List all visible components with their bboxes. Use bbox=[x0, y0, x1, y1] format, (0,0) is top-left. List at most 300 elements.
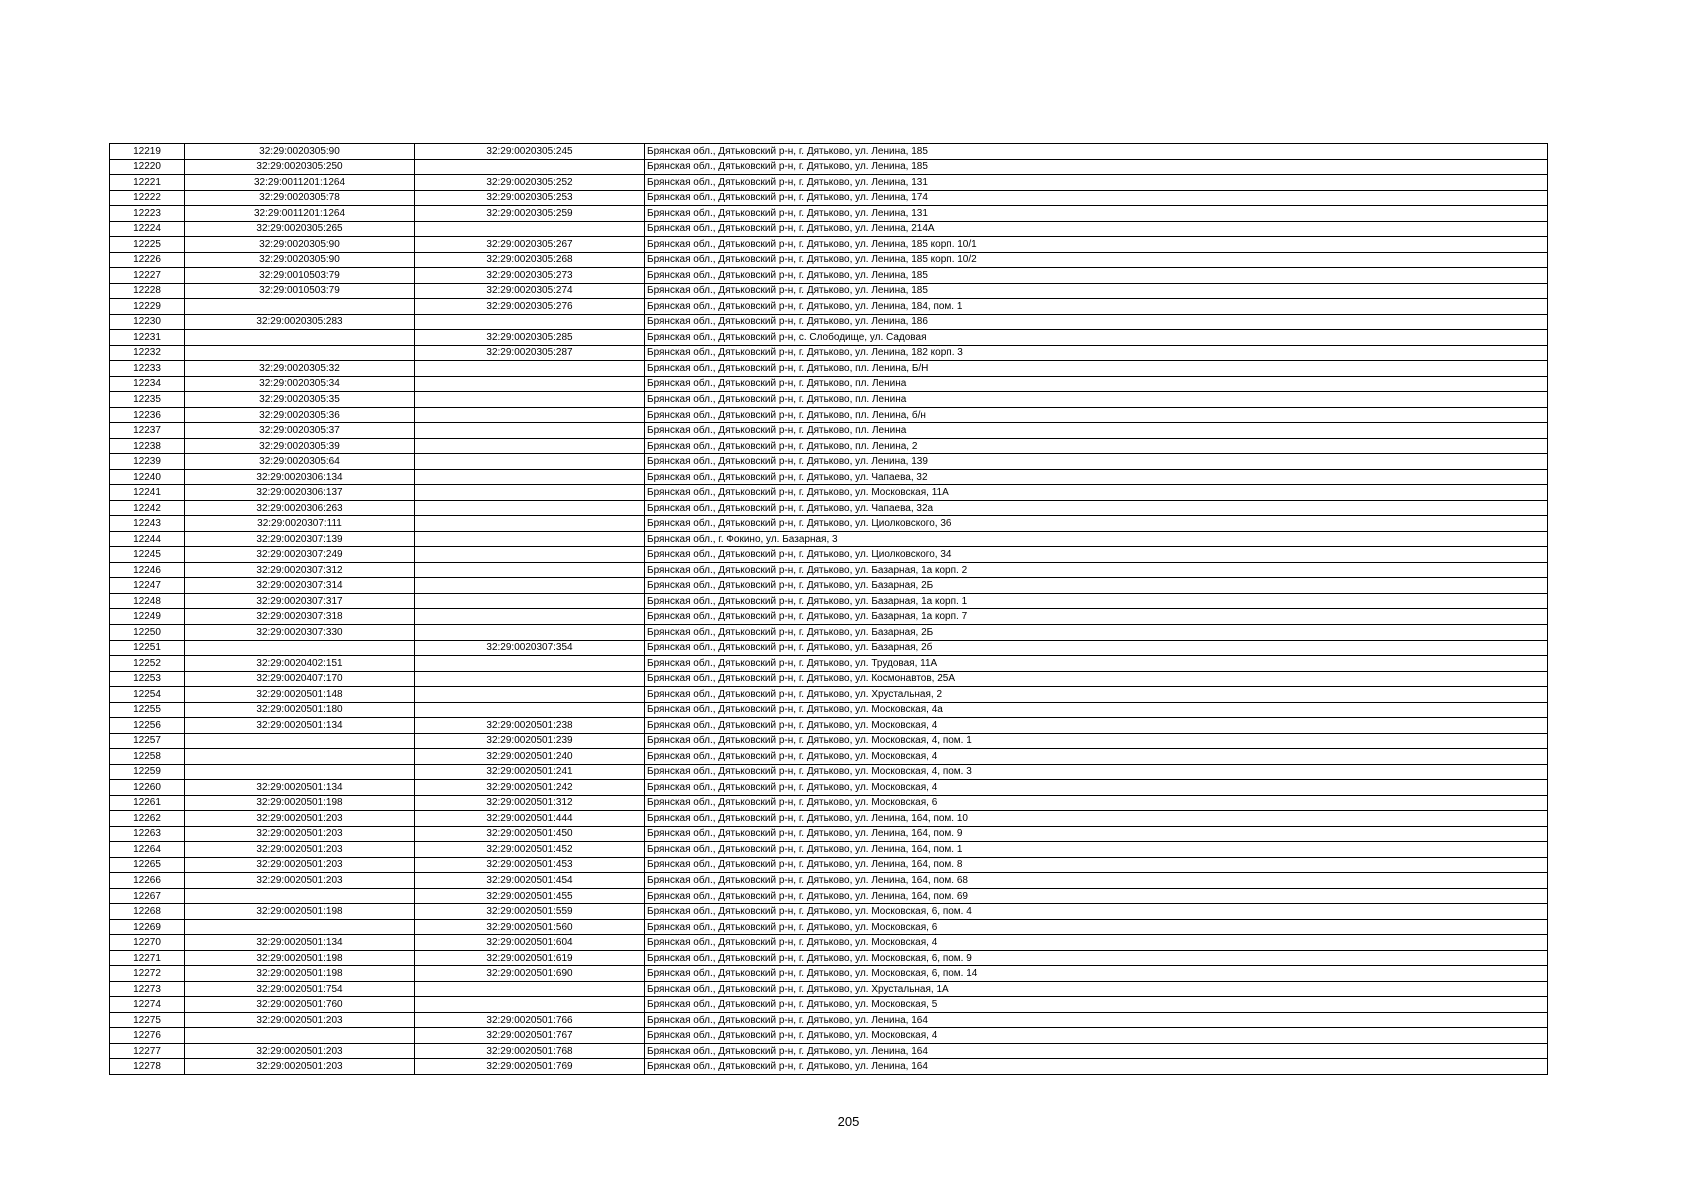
record-number-cell: 12278 bbox=[110, 1059, 185, 1075]
record-number-cell: 12265 bbox=[110, 857, 185, 873]
record-number-cell: 12238 bbox=[110, 438, 185, 454]
linked-cadastral-number-cell: 32:29:0020501:766 bbox=[415, 1012, 645, 1028]
record-number-cell: 12242 bbox=[110, 500, 185, 516]
cadastral-number-cell bbox=[185, 345, 415, 361]
address-cell: Брянская обл., Дятьковский р-н, г. Дятьково, ул. Ленина, 164, пом. 10 bbox=[645, 811, 1548, 827]
table-row bbox=[110, 795, 1548, 811]
registry-table bbox=[109, 143, 1548, 1075]
linked-cadastral-number-cell bbox=[415, 609, 645, 625]
record-number-cell: 12246 bbox=[110, 562, 185, 578]
table-row bbox=[110, 175, 1548, 191]
cadastral-number-cell bbox=[185, 299, 415, 315]
cadastral-number-cell bbox=[185, 764, 415, 780]
address-cell: Брянская обл., Дятьковский р-н, г. Дятьково, ул. Ленина, 164, пом. 8 bbox=[645, 857, 1548, 873]
table-row bbox=[110, 1028, 1548, 1044]
linked-cadastral-number-cell: 32:29:0020501:455 bbox=[415, 888, 645, 904]
table-row bbox=[110, 407, 1548, 423]
table-row bbox=[110, 221, 1548, 237]
record-number-cell: 12233 bbox=[110, 361, 185, 377]
address-cell: Брянская обл., Дятьковский р-н, г. Дятьково, ул. Московская, 4 bbox=[645, 1028, 1548, 1044]
cadastral-number-cell: 32:29:0020501:203 bbox=[185, 1059, 415, 1075]
table-row bbox=[110, 252, 1548, 268]
record-number-cell: 12269 bbox=[110, 919, 185, 935]
address-cell: Брянская обл., Дятьковский р-н, г. Дятьково, ул. Ленина, 164, пом. 9 bbox=[645, 826, 1548, 842]
address-cell: Брянская обл., Дятьковский р-н, г. Дятьково, ул. Циолковского, 36 bbox=[645, 516, 1548, 532]
cadastral-number-cell: 32:29:0011201:1264 bbox=[185, 175, 415, 191]
cadastral-number-cell: 32:29:0020501:198 bbox=[185, 950, 415, 966]
record-number-cell: 12252 bbox=[110, 656, 185, 672]
cadastral-number-cell: 32:29:0020305:283 bbox=[185, 314, 415, 330]
linked-cadastral-number-cell bbox=[415, 702, 645, 718]
table-row bbox=[110, 935, 1548, 951]
record-number-cell: 12273 bbox=[110, 981, 185, 997]
table-row bbox=[110, 516, 1548, 532]
record-number-cell: 12228 bbox=[110, 283, 185, 299]
record-number-cell: 12227 bbox=[110, 268, 185, 284]
table-row bbox=[110, 981, 1548, 997]
cadastral-number-cell: 32:29:0020305:265 bbox=[185, 221, 415, 237]
table-row bbox=[110, 1012, 1548, 1028]
linked-cadastral-number-cell bbox=[415, 423, 645, 439]
cadastral-number-cell: 32:29:0020307:318 bbox=[185, 609, 415, 625]
record-number-cell: 12244 bbox=[110, 531, 185, 547]
record-number-cell: 12262 bbox=[110, 811, 185, 827]
linked-cadastral-number-cell bbox=[415, 438, 645, 454]
record-number-cell: 12272 bbox=[110, 966, 185, 982]
address-cell: Брянская обл., Дятьковский р-н, г. Дятьково, ул. Чапаева, 32 bbox=[645, 469, 1548, 485]
table-row bbox=[110, 624, 1548, 640]
linked-cadastral-number-cell: 32:29:0020501:619 bbox=[415, 950, 645, 966]
address-cell: Брянская обл., Дятьковский р-н, г. Дятьково, ул. Ленина, 185 корп. 10/2 bbox=[645, 252, 1548, 268]
table-row bbox=[110, 1059, 1548, 1075]
cadastral-number-cell: 32:29:0020305:78 bbox=[185, 190, 415, 206]
linked-cadastral-number-cell: 32:29:0020501:767 bbox=[415, 1028, 645, 1044]
record-number-cell: 12232 bbox=[110, 345, 185, 361]
linked-cadastral-number-cell: 32:29:0020305:267 bbox=[415, 237, 645, 253]
table-row bbox=[110, 919, 1548, 935]
cadastral-number-cell: 32:29:0020501:134 bbox=[185, 935, 415, 951]
linked-cadastral-number-cell: 32:29:0020305:276 bbox=[415, 299, 645, 315]
linked-cadastral-number-cell: 32:29:0020501:559 bbox=[415, 904, 645, 920]
address-cell: Брянская обл., Дятьковский р-н, г. Дятьково, ул. Ленина, 185 bbox=[645, 283, 1548, 299]
table-row bbox=[110, 469, 1548, 485]
record-number-cell: 12260 bbox=[110, 780, 185, 796]
cadastral-number-cell: 32:29:0020305:90 bbox=[185, 237, 415, 253]
linked-cadastral-number-cell: 32:29:0020307:354 bbox=[415, 640, 645, 656]
linked-cadastral-number-cell: 32:29:0020501:444 bbox=[415, 811, 645, 827]
cadastral-number-cell: 32:29:0020501:203 bbox=[185, 873, 415, 889]
table-row bbox=[110, 547, 1548, 563]
address-cell: Брянская обл., Дятьковский р-н, г. Дятьково, ул. Ленина, 139 bbox=[645, 454, 1548, 470]
linked-cadastral-number-cell: 32:29:0020501:690 bbox=[415, 966, 645, 982]
cadastral-number-cell bbox=[185, 733, 415, 749]
address-cell: Брянская обл., Дятьковский р-н, г. Дятьково, пл. Ленина bbox=[645, 423, 1548, 439]
table-row bbox=[110, 609, 1548, 625]
record-number-cell: 12243 bbox=[110, 516, 185, 532]
cadastral-number-cell: 32:29:0020501:760 bbox=[185, 997, 415, 1013]
linked-cadastral-number-cell: 32:29:0020305:274 bbox=[415, 283, 645, 299]
linked-cadastral-number-cell: 32:29:0020501:560 bbox=[415, 919, 645, 935]
cadastral-number-cell: 32:29:0020501:754 bbox=[185, 981, 415, 997]
linked-cadastral-number-cell bbox=[415, 361, 645, 377]
record-number-cell: 12239 bbox=[110, 454, 185, 470]
linked-cadastral-number-cell: 32:29:0020501:769 bbox=[415, 1059, 645, 1075]
table-row bbox=[110, 966, 1548, 982]
address-cell: Брянская обл., Дятьковский р-н, г. Дятьково, ул. Ленина, 185 bbox=[645, 144, 1548, 160]
record-number-cell: 12240 bbox=[110, 469, 185, 485]
record-number-cell: 12236 bbox=[110, 407, 185, 423]
record-number-cell: 12266 bbox=[110, 873, 185, 889]
record-number-cell: 12234 bbox=[110, 376, 185, 392]
address-cell: Брянская обл., Дятьковский р-н, г. Дятьково, ул. Базарная, 1а корп. 2 bbox=[645, 562, 1548, 578]
cadastral-number-cell: 32:29:0020306:134 bbox=[185, 469, 415, 485]
address-cell: Брянская обл., Дятьковский р-н, г. Дятьково, ул. Московская, 6, пом. 4 bbox=[645, 904, 1548, 920]
table-row bbox=[110, 811, 1548, 827]
cadastral-number-cell: 32:29:0020501:203 bbox=[185, 811, 415, 827]
table-row bbox=[110, 299, 1548, 315]
record-number-cell: 12263 bbox=[110, 826, 185, 842]
record-number-cell: 12250 bbox=[110, 624, 185, 640]
address-cell: Брянская обл., Дятьковский р-н, г. Дятьково, ул. Московская, 4 bbox=[645, 749, 1548, 765]
linked-cadastral-number-cell: 32:29:0020501:454 bbox=[415, 873, 645, 889]
address-cell: Брянская обл., Дятьковский р-н, г. Дятьково, ул. Ленина, 164, пом. 68 bbox=[645, 873, 1548, 889]
table-row bbox=[110, 733, 1548, 749]
table-row bbox=[110, 206, 1548, 222]
cadastral-number-cell: 32:29:0020501:203 bbox=[185, 1012, 415, 1028]
cadastral-number-cell: 32:29:0020307:330 bbox=[185, 624, 415, 640]
linked-cadastral-number-cell: 32:29:0020501:240 bbox=[415, 749, 645, 765]
linked-cadastral-number-cell bbox=[415, 376, 645, 392]
linked-cadastral-number-cell bbox=[415, 562, 645, 578]
table-row bbox=[110, 593, 1548, 609]
cadastral-number-cell: 32:29:0020305:64 bbox=[185, 454, 415, 470]
cadastral-number-cell: 32:29:0020305:250 bbox=[185, 159, 415, 175]
linked-cadastral-number-cell bbox=[415, 221, 645, 237]
address-cell: Брянская обл., Дятьковский р-н, г. Дятьково, ул. Московская, 4 bbox=[645, 718, 1548, 734]
table-row bbox=[110, 764, 1548, 780]
cadastral-number-cell: 32:29:0020501:203 bbox=[185, 842, 415, 858]
table-row bbox=[110, 159, 1548, 175]
linked-cadastral-number-cell bbox=[415, 454, 645, 470]
table-row bbox=[110, 361, 1548, 377]
cadastral-number-cell: 32:29:0020305:39 bbox=[185, 438, 415, 454]
linked-cadastral-number-cell: 32:29:0020501:312 bbox=[415, 795, 645, 811]
table-row bbox=[110, 578, 1548, 594]
cadastral-number-cell bbox=[185, 888, 415, 904]
record-number-cell: 12231 bbox=[110, 330, 185, 346]
record-number-cell: 12221 bbox=[110, 175, 185, 191]
cadastral-number-cell: 32:29:0020402:151 bbox=[185, 656, 415, 672]
record-number-cell: 12277 bbox=[110, 1043, 185, 1059]
address-cell: Брянская обл., Дятьковский р-н, г. Дятьково, пл. Ленина bbox=[645, 376, 1548, 392]
address-cell: Брянская обл., Дятьковский р-н, г. Дятьково, ул. Ленина, 164, пом. 69 bbox=[645, 888, 1548, 904]
cadastral-number-cell: 32:29:0020501:198 bbox=[185, 966, 415, 982]
table-row bbox=[110, 283, 1548, 299]
linked-cadastral-number-cell: 32:29:0020501:241 bbox=[415, 764, 645, 780]
address-cell: Брянская обл., Дятьковский р-н, г. Дятьково, ул. Хрустальная, 2 bbox=[645, 687, 1548, 703]
record-number-cell: 12224 bbox=[110, 221, 185, 237]
address-cell: Брянская обл., Дятьковский р-н, г. Дятьково, пл. Ленина, Б/Н bbox=[645, 361, 1548, 377]
record-number-cell: 12229 bbox=[110, 299, 185, 315]
linked-cadastral-number-cell: 32:29:0020305:259 bbox=[415, 206, 645, 222]
record-number-cell: 12247 bbox=[110, 578, 185, 594]
cadastral-number-cell: 32:29:0020307:312 bbox=[185, 562, 415, 578]
address-cell: Брянская обл., Дятьковский р-н, г. Дятьково, ул. Чапаева, 32а bbox=[645, 500, 1548, 516]
cadastral-number-cell: 32:29:0020305:34 bbox=[185, 376, 415, 392]
table-row bbox=[110, 562, 1548, 578]
table-row bbox=[110, 438, 1548, 454]
linked-cadastral-number-cell bbox=[415, 981, 645, 997]
address-cell: Брянская обл., Дятьковский р-н, г. Дятьково, ул. Ленина, 184, пом. 1 bbox=[645, 299, 1548, 315]
record-number-cell: 12271 bbox=[110, 950, 185, 966]
linked-cadastral-number-cell bbox=[415, 314, 645, 330]
record-number-cell: 12241 bbox=[110, 485, 185, 501]
linked-cadastral-number-cell: 32:29:0020501:242 bbox=[415, 780, 645, 796]
record-number-cell: 12249 bbox=[110, 609, 185, 625]
table-row bbox=[110, 749, 1548, 765]
linked-cadastral-number-cell bbox=[415, 407, 645, 423]
address-cell: Брянская обл., Дятьковский р-н, г. Дятьково, ул. Базарная, 1а корп. 7 bbox=[645, 609, 1548, 625]
address-cell: Брянская обл., Дятьковский р-н, г. Дятьково, ул. Московская, 5 bbox=[645, 997, 1548, 1013]
linked-cadastral-number-cell: 32:29:0020305:273 bbox=[415, 268, 645, 284]
cadastral-number-cell: 32:29:0020306:263 bbox=[185, 500, 415, 516]
linked-cadastral-number-cell: 32:29:0020305:268 bbox=[415, 252, 645, 268]
record-number-cell: 12223 bbox=[110, 206, 185, 222]
linked-cadastral-number-cell bbox=[415, 531, 645, 547]
cadastral-number-cell: 32:29:0020501:180 bbox=[185, 702, 415, 718]
address-cell: Брянская обл., Дятьковский р-н, г. Дятьково, ул. Базарная, 1а корп. 1 bbox=[645, 593, 1548, 609]
cadastral-number-cell: 32:29:0020305:37 bbox=[185, 423, 415, 439]
address-cell: Брянская обл., Дятьковский р-н, г. Дятьково, ул. Ленина, 164 bbox=[645, 1043, 1548, 1059]
address-cell: Брянская обл., Дятьковский р-н, г. Дятьково, ул. Московская, 4 bbox=[645, 935, 1548, 951]
address-cell: Брянская обл., Дятьковский р-н, с. Слободище, ул. Садовая bbox=[645, 330, 1548, 346]
cadastral-number-cell: 32:29:0020305:35 bbox=[185, 392, 415, 408]
cadastral-number-cell: 32:29:0020501:148 bbox=[185, 687, 415, 703]
cadastral-number-cell bbox=[185, 919, 415, 935]
cadastral-number-cell: 32:29:0020501:198 bbox=[185, 795, 415, 811]
table-row bbox=[110, 392, 1548, 408]
table-row bbox=[110, 888, 1548, 904]
cadastral-number-cell: 32:29:0020305:90 bbox=[185, 252, 415, 268]
table-row bbox=[110, 640, 1548, 656]
table-row bbox=[110, 314, 1548, 330]
table-row bbox=[110, 268, 1548, 284]
table-row bbox=[110, 997, 1548, 1013]
cadastral-number-cell: 32:29:0020305:36 bbox=[185, 407, 415, 423]
address-cell: Брянская обл., Дятьковский р-н, г. Дятьково, ул. Ленина, 214А bbox=[645, 221, 1548, 237]
record-number-cell: 12259 bbox=[110, 764, 185, 780]
address-cell: Брянская обл., Дятьковский р-н, г. Дятьково, ул. Московская, 11А bbox=[645, 485, 1548, 501]
address-cell: Брянская обл., Дятьковский р-н, г. Дятьково, ул. Ленина, 164 bbox=[645, 1012, 1548, 1028]
table-row bbox=[110, 904, 1548, 920]
record-number-cell: 12256 bbox=[110, 718, 185, 734]
linked-cadastral-number-cell: 32:29:0020501:768 bbox=[415, 1043, 645, 1059]
linked-cadastral-number-cell bbox=[415, 624, 645, 640]
linked-cadastral-number-cell: 32:29:0020501:604 bbox=[415, 935, 645, 951]
address-cell: Брянская обл., Дятьковский р-н, г. Дятьково, ул. Базарная, 2Б bbox=[645, 624, 1548, 640]
record-number-cell: 12275 bbox=[110, 1012, 185, 1028]
address-cell: Брянская обл., Дятьковский р-н, г. Дятьково, ул. Циолковского, 34 bbox=[645, 547, 1548, 563]
record-number-cell: 12245 bbox=[110, 547, 185, 563]
record-number-cell: 12261 bbox=[110, 795, 185, 811]
address-cell: Брянская обл., Дятьковский р-н, г. Дятьково, ул. Ленина, 164, пом. 1 bbox=[645, 842, 1548, 858]
table-row bbox=[110, 376, 1548, 392]
record-number-cell: 12219 bbox=[110, 144, 185, 160]
address-cell: Брянская обл., Дятьковский р-н, г. Дятьково, ул. Московская, 6 bbox=[645, 919, 1548, 935]
address-cell: Брянская обл., Дятьковский р-н, г. Дятьково, ул. Ленина, 185 bbox=[645, 159, 1548, 175]
cadastral-number-cell: 32:29:0011201:1264 bbox=[185, 206, 415, 222]
record-number-cell: 12267 bbox=[110, 888, 185, 904]
cadastral-number-cell bbox=[185, 749, 415, 765]
linked-cadastral-number-cell: 32:29:0020305:252 bbox=[415, 175, 645, 191]
cadastral-number-cell: 32:29:0010503:79 bbox=[185, 283, 415, 299]
linked-cadastral-number-cell bbox=[415, 469, 645, 485]
record-number-cell: 12220 bbox=[110, 159, 185, 175]
cadastral-number-cell bbox=[185, 640, 415, 656]
address-cell: Брянская обл., Дятьковский р-н, г. Дятьково, ул. Московская, 4, пом. 1 bbox=[645, 733, 1548, 749]
page-number: 205 bbox=[837, 1114, 860, 1129]
record-number-cell: 12237 bbox=[110, 423, 185, 439]
linked-cadastral-number-cell: 32:29:0020501:452 bbox=[415, 842, 645, 858]
address-cell: Брянская обл., Дятьковский р-н, г. Дятьково, ул. Московская, 6 bbox=[645, 795, 1548, 811]
table-row bbox=[110, 454, 1548, 470]
cadastral-number-cell: 32:29:0010503:79 bbox=[185, 268, 415, 284]
record-number-cell: 12226 bbox=[110, 252, 185, 268]
linked-cadastral-number-cell bbox=[415, 997, 645, 1013]
cadastral-number-cell: 32:29:0020307:249 bbox=[185, 547, 415, 563]
record-number-cell: 12258 bbox=[110, 749, 185, 765]
linked-cadastral-number-cell: 32:29:0020501:239 bbox=[415, 733, 645, 749]
record-number-cell: 12235 bbox=[110, 392, 185, 408]
table-row bbox=[110, 702, 1548, 718]
address-cell: Брянская обл., Дятьковский р-н, г. Дятьково, ул. Ленина, 164 bbox=[645, 1059, 1548, 1075]
cadastral-number-cell: 32:29:0020501:198 bbox=[185, 904, 415, 920]
address-cell: Брянская обл., Дятьковский р-н, г. Дятьково, ул. Московская, 6, пом. 9 bbox=[645, 950, 1548, 966]
record-number-cell: 12264 bbox=[110, 842, 185, 858]
address-cell: Брянская обл., г. Фокино, ул. Базарная, 3 bbox=[645, 531, 1548, 547]
table-row bbox=[110, 485, 1548, 501]
cadastral-number-cell: 32:29:0020305:90 bbox=[185, 144, 415, 160]
address-cell: Брянская обл., Дятьковский р-н, г. Дятьково, ул. Московская, 6, пом. 14 bbox=[645, 966, 1548, 982]
address-cell: Брянская обл., Дятьковский р-н, г. Дятьково, ул. Московская, 4 bbox=[645, 780, 1548, 796]
record-number-cell: 12222 bbox=[110, 190, 185, 206]
linked-cadastral-number-cell bbox=[415, 593, 645, 609]
address-cell: Брянская обл., Дятьковский р-н, г. Дятьково, пл. Ленина, б/н bbox=[645, 407, 1548, 423]
address-cell: Брянская обл., Дятьковский р-н, г. Дятьково, ул. Ленина, 174 bbox=[645, 190, 1548, 206]
linked-cadastral-number-cell bbox=[415, 687, 645, 703]
linked-cadastral-number-cell bbox=[415, 516, 645, 532]
linked-cadastral-number-cell: 32:29:0020501:238 bbox=[415, 718, 645, 734]
cadastral-number-cell: 32:29:0020307:317 bbox=[185, 593, 415, 609]
record-number-cell: 12251 bbox=[110, 640, 185, 656]
table-row bbox=[110, 1043, 1548, 1059]
record-number-cell: 12255 bbox=[110, 702, 185, 718]
record-number-cell: 12225 bbox=[110, 237, 185, 253]
record-number-cell: 12268 bbox=[110, 904, 185, 920]
address-cell: Брянская обл., Дятьковский р-н, г. Дятьково, ул. Ленина, 182 корп. 3 bbox=[645, 345, 1548, 361]
cadastral-number-cell bbox=[185, 1028, 415, 1044]
address-cell: Брянская обл., Дятьковский р-н, г. Дятьково, ул. Хрустальная, 1А bbox=[645, 981, 1548, 997]
linked-cadastral-number-cell bbox=[415, 671, 645, 687]
table-row bbox=[110, 950, 1548, 966]
cadastral-number-cell: 32:29:0020307:139 bbox=[185, 531, 415, 547]
table-row bbox=[110, 345, 1548, 361]
address-cell: Брянская обл., Дятьковский р-н, г. Дятьково, ул. Ленина, 186 bbox=[645, 314, 1548, 330]
record-number-cell: 12274 bbox=[110, 997, 185, 1013]
cadastral-number-cell: 32:29:0020307:111 bbox=[185, 516, 415, 532]
linked-cadastral-number-cell bbox=[415, 578, 645, 594]
cadastral-number-cell: 32:29:0020307:314 bbox=[185, 578, 415, 594]
linked-cadastral-number-cell: 32:29:0020305:285 bbox=[415, 330, 645, 346]
cadastral-number-cell: 32:29:0020501:203 bbox=[185, 1043, 415, 1059]
table-row bbox=[110, 237, 1548, 253]
table-row bbox=[110, 144, 1548, 160]
cadastral-number-cell: 32:29:0020501:134 bbox=[185, 780, 415, 796]
address-cell: Брянская обл., Дятьковский р-н, г. Дятьково, ул. Ленина, 131 bbox=[645, 206, 1548, 222]
cadastral-number-cell: 32:29:0020501:203 bbox=[185, 857, 415, 873]
table-row bbox=[110, 826, 1548, 842]
record-number-cell: 12270 bbox=[110, 935, 185, 951]
address-cell: Брянская обл., Дятьковский р-н, г. Дятьково, ул. Ленина, 131 bbox=[645, 175, 1548, 191]
table-row bbox=[110, 780, 1548, 796]
address-cell: Брянская обл., Дятьковский р-н, г. Дятьково, пл. Ленина bbox=[645, 392, 1548, 408]
linked-cadastral-number-cell: 32:29:0020305:287 bbox=[415, 345, 645, 361]
linked-cadastral-number-cell bbox=[415, 392, 645, 408]
address-cell: Брянская обл., Дятьковский р-н, г. Дятьково, пл. Ленина, 2 bbox=[645, 438, 1548, 454]
address-cell: Брянская обл., Дятьковский р-н, г. Дятьково, ул. Ленина, 185 bbox=[645, 268, 1548, 284]
table-row bbox=[110, 687, 1548, 703]
cadastral-number-cell: 32:29:0020501:203 bbox=[185, 826, 415, 842]
address-cell: Брянская обл., Дятьковский р-н, г. Дятьково, ул. Ленина, 185 корп. 10/1 bbox=[645, 237, 1548, 253]
linked-cadastral-number-cell bbox=[415, 500, 645, 516]
table-row bbox=[110, 656, 1548, 672]
registry-table-body bbox=[110, 144, 1548, 1075]
address-cell: Брянская обл., Дятьковский р-н, г. Дятьково, ул. Московская, 4а bbox=[645, 702, 1548, 718]
cadastral-number-cell: 32:29:0020407:170 bbox=[185, 671, 415, 687]
linked-cadastral-number-cell: 32:29:0020305:245 bbox=[415, 144, 645, 160]
address-cell: Брянская обл., Дятьковский р-н, г. Дятьково, ул. Базарная, 2Б bbox=[645, 578, 1548, 594]
address-cell: Брянская обл., Дятьковский р-н, г. Дятьково, ул. Трудовая, 11А bbox=[645, 656, 1548, 672]
linked-cadastral-number-cell: 32:29:0020305:253 bbox=[415, 190, 645, 206]
table-row bbox=[110, 718, 1548, 734]
table-row bbox=[110, 873, 1548, 889]
address-cell: Брянская обл., Дятьковский р-н, г. Дятьково, ул. Базарная, 2б bbox=[645, 640, 1548, 656]
linked-cadastral-number-cell: 32:29:0020501:450 bbox=[415, 826, 645, 842]
table-row bbox=[110, 531, 1548, 547]
address-cell: Брянская обл., Дятьковский р-н, г. Дятьково, ул. Московская, 4, пом. 3 bbox=[645, 764, 1548, 780]
linked-cadastral-number-cell bbox=[415, 485, 645, 501]
table-row bbox=[110, 330, 1548, 346]
record-number-cell: 12230 bbox=[110, 314, 185, 330]
cadastral-number-cell bbox=[185, 330, 415, 346]
linked-cadastral-number-cell: 32:29:0020501:453 bbox=[415, 857, 645, 873]
linked-cadastral-number-cell bbox=[415, 656, 645, 672]
record-number-cell: 12253 bbox=[110, 671, 185, 687]
table-row bbox=[110, 671, 1548, 687]
address-cell: Брянская обл., Дятьковский р-н, г. Дятьково, ул. Космонавтов, 25А bbox=[645, 671, 1548, 687]
record-number-cell: 12257 bbox=[110, 733, 185, 749]
table-row bbox=[110, 500, 1548, 516]
record-number-cell: 12254 bbox=[110, 687, 185, 703]
cadastral-number-cell: 32:29:0020306:137 bbox=[185, 485, 415, 501]
record-number-cell: 12276 bbox=[110, 1028, 185, 1044]
cadastral-number-cell: 32:29:0020501:134 bbox=[185, 718, 415, 734]
table-row bbox=[110, 857, 1548, 873]
table-row bbox=[110, 842, 1548, 858]
table-row bbox=[110, 190, 1548, 206]
linked-cadastral-number-cell bbox=[415, 159, 645, 175]
cadastral-number-cell: 32:29:0020305:32 bbox=[185, 361, 415, 377]
